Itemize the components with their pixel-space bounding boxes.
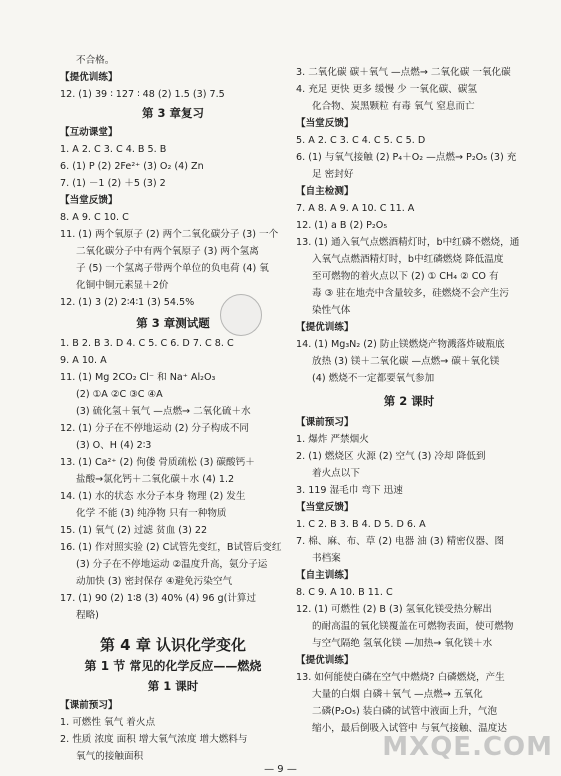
chapter-title: 第 4 章 认识化学变化 <box>99 636 247 654</box>
text-line: (3) O、H (4) 2∶3 <box>76 440 152 451</box>
chapter-review-title: 第 3 章复习 <box>141 106 204 120</box>
stamp-seal <box>220 294 262 336</box>
text-line: 入氧气点燃酒精灯时，b中红磷燃烧 降低温度 <box>312 254 504 265</box>
text-line: 着火点以下 <box>312 468 360 479</box>
text-line: 氧气的接触面积 <box>76 751 144 762</box>
text-line: 1. 可燃性 氧气 着火点 <box>60 717 156 728</box>
text-line: 1. B 2. B 3. D 4. C 5. C 6. D 7. C 8. C <box>60 338 234 349</box>
text-line: 的耐高温的氧化镁覆盖在可燃物表面，使可燃物 <box>312 621 514 632</box>
text-line: 与空气隔绝 氢氧化镁 —加热→ 氧化镁＋水 <box>312 638 493 649</box>
text-line: 16. (1) 作对照实验 (2) C试管先变红，B试管后变红 <box>60 542 282 553</box>
text-line: 2. 性质 浓度 面积 增大氧气浓度 增大燃料与 <box>60 734 248 745</box>
text-line: 7. A 8. A 9. A 10. C 11. A <box>296 203 415 214</box>
text-line: 6. (1) 与氧气接触 (2) P₄＋O₂ —点燃→ P₂O₅ (3) 充 <box>296 152 517 163</box>
text-line: 盐酸→氯化钙＋二氧化碳＋水 (4) 1.2 <box>76 474 235 485</box>
text-line: 12. (1) a B (2) P₂O₅ <box>296 220 388 231</box>
text-line: 书档案 <box>312 553 341 564</box>
section-header: 【当堂反馈】 <box>296 502 354 513</box>
section-header: 【当堂反馈】 <box>60 195 118 206</box>
watermark: MXQE.COM <box>382 732 553 762</box>
text-line: (4) 燃烧不一定都要氧气参加 <box>312 373 435 384</box>
text-line: 11. (1) 两个氧原子 (2) 两个二氧化碳分子 (3) 一个 <box>60 229 279 240</box>
text-line: 放热 (3) 镁＋二氧化碳 —点燃→ 碳＋氧化镁 <box>312 356 500 367</box>
text-line: 5. A 2. C 3. C 4. C 5. C 5. D <box>296 135 426 146</box>
text-line: 子 (5) 一个氢离子带两个单位的负电荷 (4) 氧 <box>76 263 269 274</box>
text-line: 3. 119 湿毛巾 弯下 迅速 <box>296 485 403 496</box>
text-line: 14. (1) 水的状态 水分子本身 物理 (2) 发生 <box>60 491 246 502</box>
text-line: 动加快 (3) 密封保存 ④避免污染空气 <box>76 576 233 587</box>
text-line: 15. (1) 氧气 (2) 过滤 贫血 (3) 22 <box>60 525 208 536</box>
lesson-title: 第 2 课时 <box>383 394 435 408</box>
text-line: 大量的白烟 白磷＋氧气 —点燃→ 五氧化 <box>312 689 483 700</box>
text-line: 2. (1) 燃烧区 火源 (2) 空气 (3) 冷却 降低到 <box>296 451 486 462</box>
text-line: 缩小，最后倒吸入试管中 与氧气接触、温度达 <box>312 723 507 734</box>
text-line: 1. A 2. C 3. C 4. B 5. B <box>60 144 167 155</box>
text-line: 8. C 9. A 10. B 11. C <box>296 587 393 598</box>
text-line: 12. (1) 39 ∶ 127 ∶ 48 (2) 1.5 (3) 7.5 <box>60 89 225 100</box>
text-line: 1. 爆炸 严禁烟火 <box>296 434 369 445</box>
text-line: 11. (1) Mg 2CO₂ Cl⁻ 和 Na⁺ Al₂O₃ <box>60 372 216 383</box>
text-line: 12. (1) 3 (2) 2∶4∶1 (3) 54.5% <box>60 297 195 308</box>
text-line: 不合格。 <box>76 55 115 66</box>
text-line: 化学 不能 (3) 纯净物 只有一种物质 <box>76 508 227 519</box>
text-line: 至可燃物的着火点以下 (2) ① CH₄ ② CO 有 <box>312 271 499 282</box>
text-line: 9. A 10. A <box>60 355 107 366</box>
text-line: 17. (1) 90 (2) 1∶8 (3) 40% (4) 96 g(计算过 <box>60 593 257 604</box>
text-line: 12. (1) 分子在不停地运动 (2) 分子构成不同 <box>60 423 249 434</box>
section-header: 【当堂反馈】 <box>296 118 354 129</box>
text-line: 二磷(P₂O₅) 装白磷的试管中液面上升，气泡 <box>312 706 498 717</box>
section-header: 【自主训练】 <box>296 570 354 581</box>
text-line: 13. (1) Ca²⁺ (2) 佝偻 骨质疏松 (3) 碳酸钙＋ <box>60 457 255 468</box>
section-header: 【提优训练】 <box>296 322 354 333</box>
text-line: 二氧化碳分子中有两个氧原子 (3) 两个氢离 <box>76 246 259 257</box>
section-header: 【互动课堂】 <box>60 127 118 138</box>
text-line: 6. (1) P (2) 2Fe²⁺ (3) O₂ (4) Zn <box>60 161 204 172</box>
text-line: 8. A 9. C 10. C <box>60 212 129 223</box>
chapter-test-title: 第 3 章测试题 <box>136 316 210 330</box>
text-line: 7. (1) －1 (2) ＋5 (3) 2 <box>60 178 166 189</box>
text-line: 13. (1) 通入氧气点燃酒精灯时，b中红磷不燃烧，通 <box>296 237 520 248</box>
lesson-title: 第 1 课时 <box>147 679 199 693</box>
text-line: 4. 充足 更快 更多 缓慢 少 一氧化碳、碳氢 <box>296 84 477 95</box>
section-header: 【自主检测】 <box>296 186 354 197</box>
section-header: 【课前预习】 <box>60 700 118 711</box>
text-line: 程略) <box>76 610 99 621</box>
text-line: 化铜中铜元素显＋2价 <box>76 280 169 291</box>
section-header: 【提优训练】 <box>296 655 354 666</box>
text-line: (2) ①A ②C ③C ④A <box>76 389 163 400</box>
section-header: 【课前预习】 <box>296 417 354 428</box>
text-line: 14. (1) Mg₃N₂ (2) 防止镁燃烧产物溅落炸破瓶底 <box>296 339 505 350</box>
text-line: 化合物、炭黑颗粒 有毒 氧气 窒息而亡 <box>312 101 475 112</box>
text-line: 染性气体 <box>312 305 351 316</box>
page-number: — 9 — <box>264 764 297 775</box>
text-line: 1. C 2. B 3. B 4. D 5. D 6. A <box>296 519 426 530</box>
text-line: (3) 分子在不停地运动 ②温度升高，氨分子运 <box>76 559 268 570</box>
text-line: 足 密封好 <box>312 169 354 180</box>
text-line: 7. 棉、麻、布、草 (2) 电器 油 (3) 精密仪器、图 <box>296 536 505 547</box>
text-line: 13. 如何能使白磷在空气中燃烧? 白磷燃烧，产生 <box>296 672 505 683</box>
section-title: 第 1 节 常见的化学反应——燃烧 <box>84 659 262 673</box>
text-line: 毒 ③ 驻在地壳中含量较多，硅燃烧不会产生污 <box>312 288 509 299</box>
text-line: 12. (1) 可燃性 (2) B (3) 氢氧化镁受热分解出 <box>296 604 493 615</box>
section-header: 【提优训练】 <box>60 72 118 83</box>
text-line: (3) 硫化氢＋氧气 —点燃→ 二氧化硫＋水 <box>76 406 251 417</box>
text-line: 3. 二氧化碳 碳＋氧气 —点燃→ 二氧化碳 一氧化碳 <box>296 67 511 78</box>
